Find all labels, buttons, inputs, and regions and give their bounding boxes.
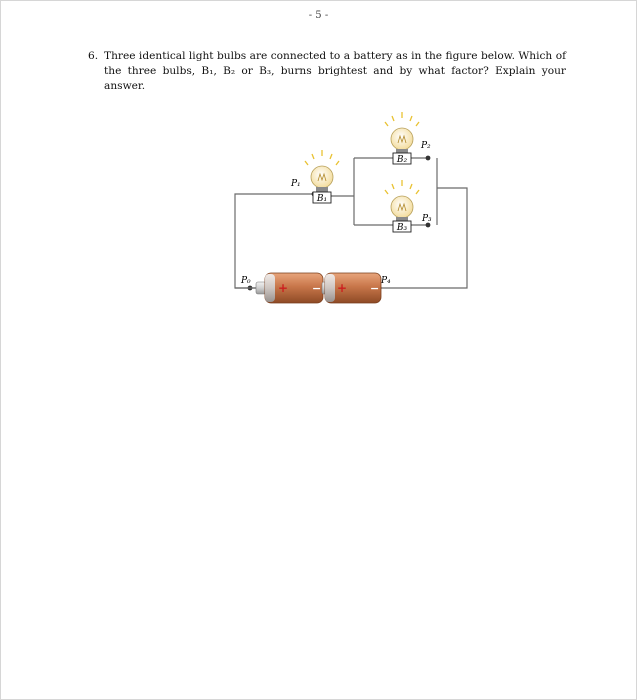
bulb-b3-label: B₃ (396, 223, 408, 233)
battery-cell-1-plus: + (278, 281, 289, 295)
label-p1: P₁ (291, 179, 301, 189)
problem-statement (88, 49, 566, 94)
label-p2: P₂ (421, 141, 431, 151)
bulb-b1-label: B₁ (316, 194, 328, 204)
battery-cell-2-minus: − (370, 282, 380, 295)
circuit-figure (228, 112, 478, 321)
bulb-b2 (385, 112, 419, 165)
battery-cell-1-minus: − (312, 282, 322, 295)
bulb-b1-rays (305, 150, 339, 165)
bulb-b3-rays (385, 180, 419, 194)
page-number: - 5 - (308, 10, 329, 21)
label-p0: P₀ (241, 276, 251, 286)
problem-text: Three identical light bulbs are connected to a battery as in the figure below. Which of the three bulbs, B₁, B₂ or B₃, burns brightest and by what factor? Explain your answer. (104, 50, 566, 92)
battery-cell-2-plus: + (337, 281, 348, 295)
circuit-diagram (228, 112, 478, 317)
battery-cell-1 (256, 273, 323, 303)
label-p3: P₃ (422, 214, 432, 224)
bulb-b2-label: B₂ (396, 155, 408, 165)
bulb-b2-rays (385, 112, 419, 126)
problem-number: 6. (88, 50, 99, 62)
node-p2 (426, 156, 431, 161)
circuit-wires (235, 158, 467, 288)
label-p4: P₄ (381, 276, 391, 286)
battery-cell-2 (322, 273, 381, 303)
